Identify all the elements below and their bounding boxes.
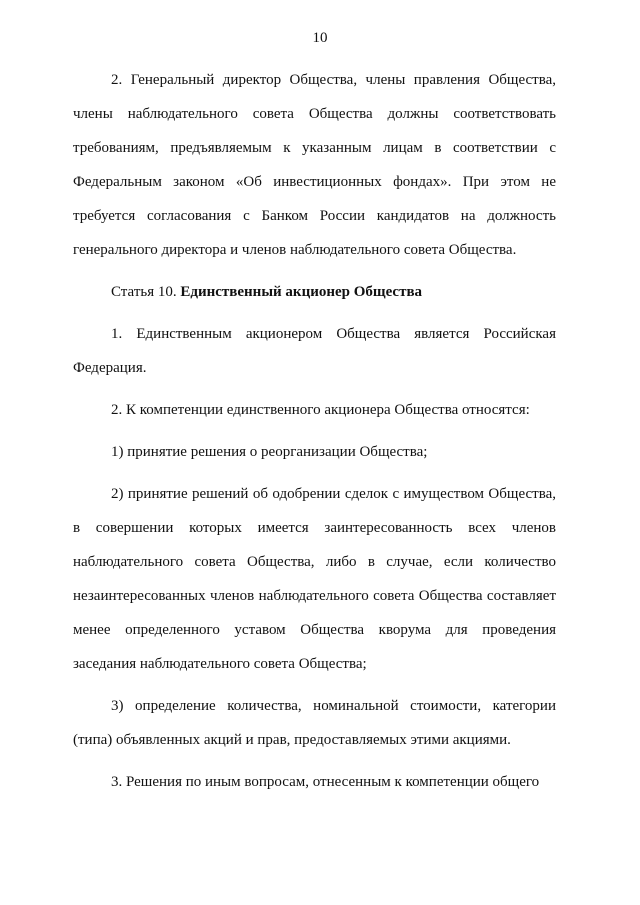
paragraph-director-requirements: 2. Генеральный директор Общества, члены правления Общества, члены наблюдательного совета Общества должны соответствовать требованиям, предъявляемым к указанным лицам в соответствии с Федеральным законом «Об инвестиционных фондах». При этом не требуется согласования с Банком России кандидатов на должность генерального директора и членов наблюдательного совета Общества.	[73, 72, 556, 258]
paragraph-other-decisions: 3. Решения по иным вопросам, отнесенным к компетенции общего	[111, 774, 540, 790]
article-number: Статья 10.	[111, 284, 181, 300]
list-item-transactions: 2) принятие решений об одобрении сделок с имуществом Общества, в совершении которых имеется заинтересованность всех членов наблюдательного совета Общества, либо в случае, если количество незаинтересованных членов наблюдательного совета Общества составляет менее определенного уставом Общества кворума для проведения заседания наблюдательного совета Общества;	[73, 486, 556, 672]
article-heading	[73, 275, 556, 309]
document-body	[73, 63, 556, 800]
page-number: 10	[312, 30, 328, 46]
list-item-shares: 3) определение количества, номинальной стоимости, категории (типа) объявленных акций и прав, предоставляемых этими акциями.	[73, 698, 556, 748]
paragraph-competence-intro: 2. К компетенции единственного акционера Общества относятся:	[111, 402, 530, 418]
paragraph-sole-shareholder: 1. Единственным акционером Общества является Российская Федерация.	[73, 326, 556, 376]
article-title: Единственный акционер Общества	[180, 284, 423, 300]
list-item-reorganization: 1) принятие решения о реорганизации Общества;	[111, 444, 428, 460]
